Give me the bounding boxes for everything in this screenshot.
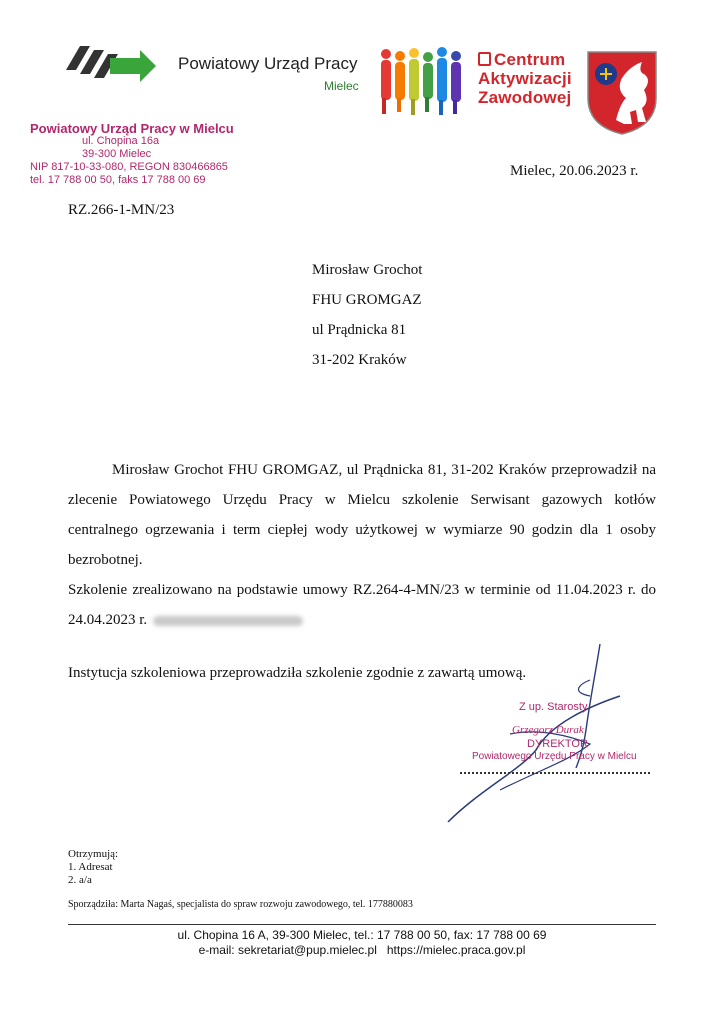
signature-line [460, 766, 650, 774]
centre-logo-text [478, 50, 572, 107]
prepared-by: Sporządziła: Marta Nagaś, specjalista do spraw rozwoju zawodowego, tel. 177880083 [68, 899, 413, 910]
signatory-name: Grzegorz Durak [512, 724, 584, 736]
footer-divider [68, 924, 656, 925]
stamp-ids: NIP 817-10-33-080, REGON 830466865 [30, 161, 228, 173]
letter-body [68, 455, 656, 635]
recipients-item-1: 1. Adresat [68, 861, 113, 873]
recipients-list [68, 848, 118, 887]
recipient-city: 31-202 Kraków [312, 352, 407, 368]
signatory-institution: Powiatowego Urzędu Pracy w Mielcu [472, 751, 637, 762]
recipient-street: ul Prądnicka 81 [312, 322, 407, 338]
recipients-label: Otrzymują: [68, 848, 119, 860]
document-date: Mielec, 20.06.2023 r. [510, 163, 639, 179]
centre-logo-icon [478, 52, 491, 66]
signatory-title: DYREKTOR [527, 738, 588, 750]
pup-logo [66, 38, 158, 84]
recipient-address [312, 255, 422, 375]
stamp-street: ul. Chopina 16a [82, 135, 160, 147]
centre-line2: Aktywizacji [478, 69, 572, 88]
body-paragraph-2: Szkolenie zrealizowano na podstawie umowy RZ.264-4-MN/23 w terminie od 11.04.2023 r. do 24.04.2023 r. [68, 582, 656, 628]
org-city: Mielec [324, 79, 359, 93]
stamp-title: Powiatowy Urząd Pracy w Mielcu [30, 121, 234, 136]
people-logo [376, 44, 472, 116]
footer-contact: e-mail: sekretariat@pup.mielec.pl https://mielec.praca.gov.pl [198, 943, 526, 957]
stamp-phone: tel. 17 788 00 50, faks 17 788 00 69 [30, 174, 206, 186]
recipients-item-2: 2. a/a [68, 874, 92, 886]
redacted-area [153, 616, 303, 626]
coat-of-arms-icon [586, 50, 658, 136]
recipient-company: FHU GROMGAZ [312, 292, 422, 308]
body-paragraph-1: Mirosław Grochot FHU GROMGAZ, ul Prądnicka 81, 31-202 Kraków przeprowadził na zlecenie Powiatowego Urzędu Pracy w Mielcu szkolenie Serwisant gazowych kotłów centralnego ogrzewania i term ciepłej wody użytkowej w wymiarze 90 godzin dla 1 osoby bezrobotnej. [68, 462, 656, 568]
closing-sentence: Instytucja szkoleniowa przeprowadziła szkolenie zgodnie z zawartą umową. [68, 665, 527, 681]
footer-address: ul. Chopina 16 A, 39-300 Mielec, tel.: 17 788 00 50, fax: 17 788 00 69 [177, 928, 547, 942]
office-stamp [30, 122, 234, 187]
org-name: Powiatowy Urząd Pracy [178, 54, 358, 73]
signature-on-behalf: Z up. Starosty [519, 701, 588, 713]
stamp-city: 39-300 Mielec [82, 148, 152, 160]
reference-number: RZ.266-1-MN/23 [68, 202, 175, 218]
centre-line3: Zawodowej [478, 88, 572, 107]
recipient-name: Mirosław Grochot [312, 262, 423, 278]
centre-line1: Centrum [494, 50, 566, 69]
